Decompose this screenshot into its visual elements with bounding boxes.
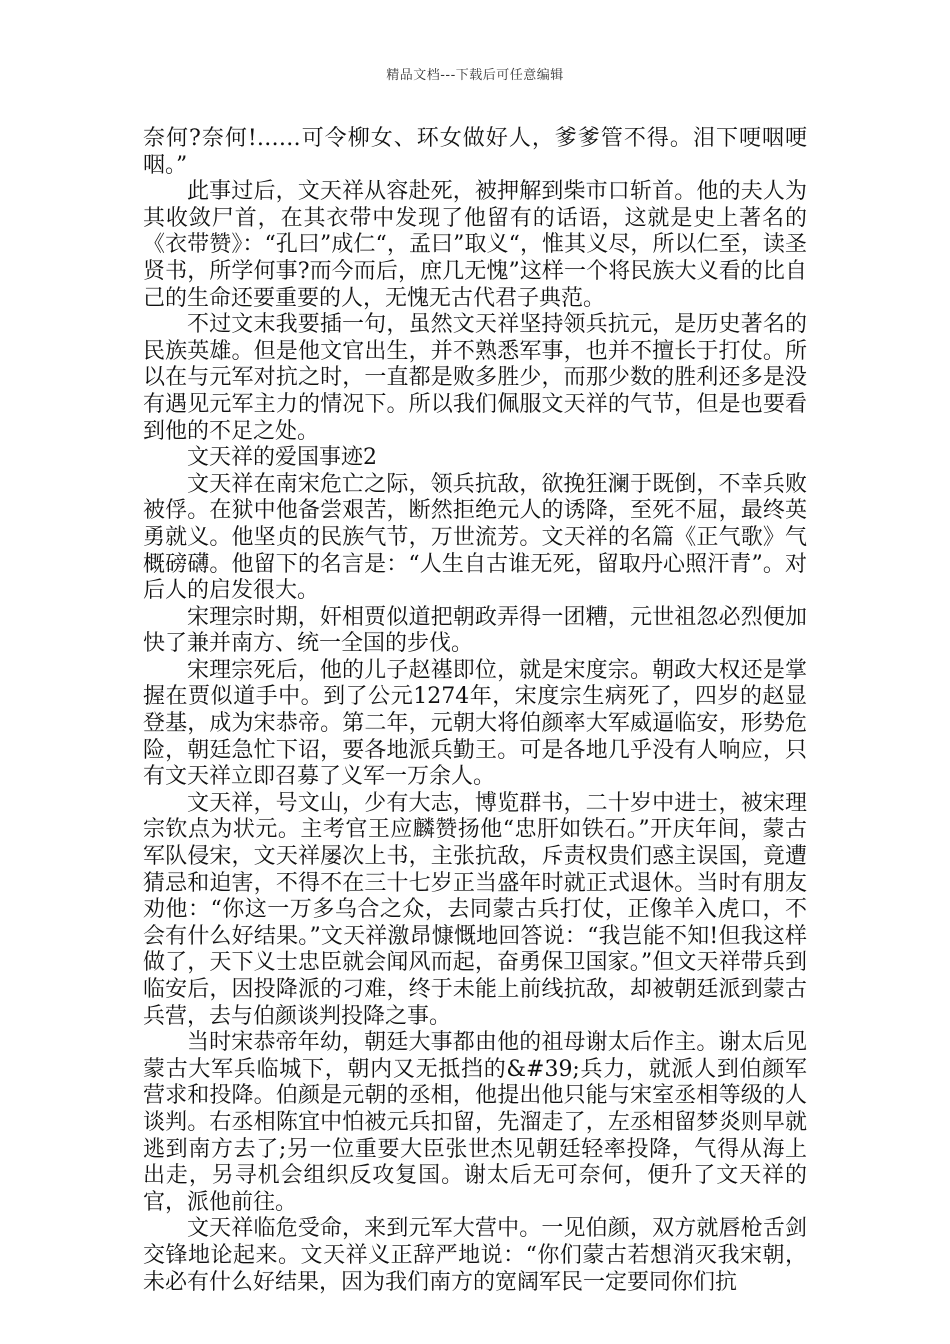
paragraph-5: 文天祥在南宋危亡之际，领兵抗敌，欲挽狂澜于既倒，不幸兵败被俘。在狱中他备尝艰苦，断然拒绝元人的诱降，至死不屈，最终英勇就义。他坚贞的民族气节，万世流芳。文天祥的名篇《正气歌》气概磅礴。他留下的名言是：“人生自古谁无死，留取丹心照汗青”。对后人的启发很大。: [143, 471, 807, 604]
paragraph-2: 此事过后，文天祥从容赴死，被押解到柴市口斩首。他的夫人为其收敛尸首，在其衣带中发现了他留有的话语，这就是史上著名的《衣带赞》：“孔曰”成仁“，孟曰”取义“，惟其义尽，所以仁至，读圣贤书，所学何事?而今而后，庶几无愧”这样一个将民族大义看的比自己的生命还要重要的人，无愧无古代君子典范。: [143, 179, 807, 311]
document-body: [143, 126, 807, 1296]
paragraph-6: 宋理宗时期，奸相贾似道把朝政弄得一团糟，元世祖忽必烈便加快了兼并南方、统一全国的步伐。: [143, 604, 807, 657]
paragraph-8: 文天祥，号文山，少有大志，博览群书，二十岁中进士，被宋理宗钦点为状元。主考官王应麟赞扬他“忠肝如铁石。”开庆年间，蒙古军队侵宋，文天祥屡次上书，主张抗敌，斥责权贵们惑主误国，竟遭猜忌和迫害，不得不在三十七岁正当盛年时就正式退休。当时有朋友劝他：“你这一万多乌合之众，去同蒙古兵打仗，正像羊入虎口，不会有什么好结果。”文天祥激昂慷慨地回答说：“我岂能不知!但我这样做了，天下义士忠臣就会闻风而起，奋勇保卫国家。”但文天祥带兵到临安后，因投降派的刁难，终于未能上前线抗敌，却被朝廷派到蒙古兵营，去与伯颜谈判投降之事。: [143, 790, 807, 1029]
paragraph-1: 奈何?奈何!……可令柳女、环女做好人，爹爹管不得。泪下哽咽哽咽。”: [143, 126, 807, 178]
paragraph-3: 不过文末我要插一句，虽然文天祥坚持领兵抗元，是历史著名的民族英雄。但是他文官出生，并不熟悉军事，也并不擅长于打仗。所以在与元军对抗之时，一直都是败多胜少，而那少数的胜利还多是没有遇见元军主力的情况下。所以我们佩服文天祥的气节，但是也要看到他的不足之处。: [143, 312, 807, 444]
paragraph-9: 当时宋恭帝年幼，朝廷大事都由他的祖母谢太后作主。谢太后见蒙古大军兵临城下，朝内又无抵挡的&#39;兵力，就派人到伯颜军营求和投降。伯颜是元朝的丞相，他提出他只能与宋室丞相等级的人谈判。右丞相陈宜中怕被元兵扣留，先溜走了，左丞相留梦炎则早就逃到南方去了;另一位重要大臣张世杰见朝廷轻率投降，气得从海上出走，另寻机会组织反攻复国。谢太后无可奈何，便升了文天祥的官，派他前往。: [143, 1030, 807, 1215]
page-header: 精品文档---下载后可任意编辑: [386, 68, 564, 83]
paragraph-7: 宋理宗死后，他的儿子赵禥即位，就是宋度宗。朝政大权还是掌握在贾似道手中。到了公元1274年，宋度宗生病死了，四岁的赵显登基，成为宋恭帝。第二年，元朝大将伯颜率大军威逼临安，形势危险，朝廷急忙下诏，要各地派兵勤王。可是各地几乎没有人响应，只有文天祥立即召募了义军一万余人。: [143, 657, 807, 790]
section-heading: 文天祥的爱国事迹2: [187, 445, 377, 471]
paragraph-10: 文天祥临危受命，来到元军大营中。一见伯颜，双方就唇枪舌剑交锋地论起来。文天祥义正辞严地说：“你们蒙古若想消灭我宋朝，未必有什么好结果，因为我们南方的宽阔军民一定要同你们抗: [143, 1216, 807, 1295]
